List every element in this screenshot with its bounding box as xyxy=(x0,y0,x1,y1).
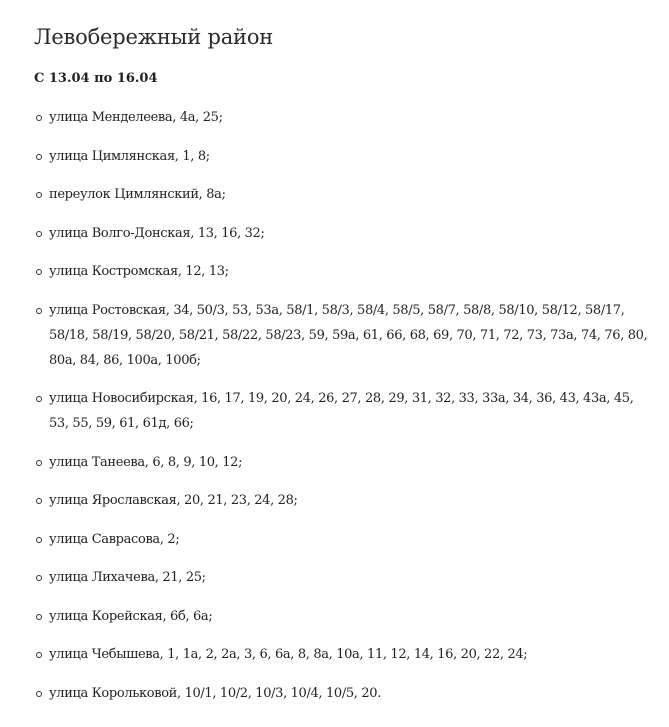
list-item: улица Новосибирская, 16, 17, 19, 20, 24, 26, 27, 28, 29, 31, 32, 33, 33а, 34, 36, 43, 43а, 45, 53, 55, 59, 61, 61д, 66; xyxy=(49,386,649,436)
list-item: улица Лихачева, 21, 25; xyxy=(49,565,649,590)
street-list xyxy=(34,105,649,706)
date-range: С 13.04 по 16.04 xyxy=(34,71,158,86)
list-item: улица Ярославская, 20, 21, 23, 24, 28; xyxy=(49,488,649,513)
list-item: переулок Цимлянский, 8а; xyxy=(49,182,649,207)
list-item: улица Саврасова, 2; xyxy=(49,527,649,552)
list-item: улица Волго-Донская, 13, 16, 32; xyxy=(49,221,649,246)
list-item: улица Танеева, 6, 8, 9, 10, 12; xyxy=(49,450,649,475)
list-item: улица Ростовская, 34, 50/3, 53, 53а, 58/1, 58/3, 58/4, 58/5, 58/7, 58/8, 58/10, 58/12, 58/17, 58/18, 58/19, 58/20, 58/21, 58/22, 58/23, 59, 59а, 61, 66, 68, 69, 70, 71, 72, 73, 73а, 74, 76, 80, 80а, 84, 86, 100а, 100б; xyxy=(49,298,649,373)
list-item: улица Цимлянская, 1, 8; xyxy=(49,144,649,169)
list-item: улица Корольковой, 10/1, 10/2, 10/3, 10/4, 10/5, 20. xyxy=(49,681,649,706)
list-item: улица Костромская, 12, 13; xyxy=(49,259,649,284)
district-heading: Левобережный район xyxy=(34,25,274,49)
list-item: улица Менделеева, 4а, 25; xyxy=(49,105,649,130)
list-item: улица Корейская, 6б, 6а; xyxy=(49,604,649,629)
list-item: улица Чебышева, 1, 1а, 2, 2а, 3, 6, 6а, 8, 8а, 10а, 11, 12, 14, 16, 20, 22, 24; xyxy=(49,642,649,667)
